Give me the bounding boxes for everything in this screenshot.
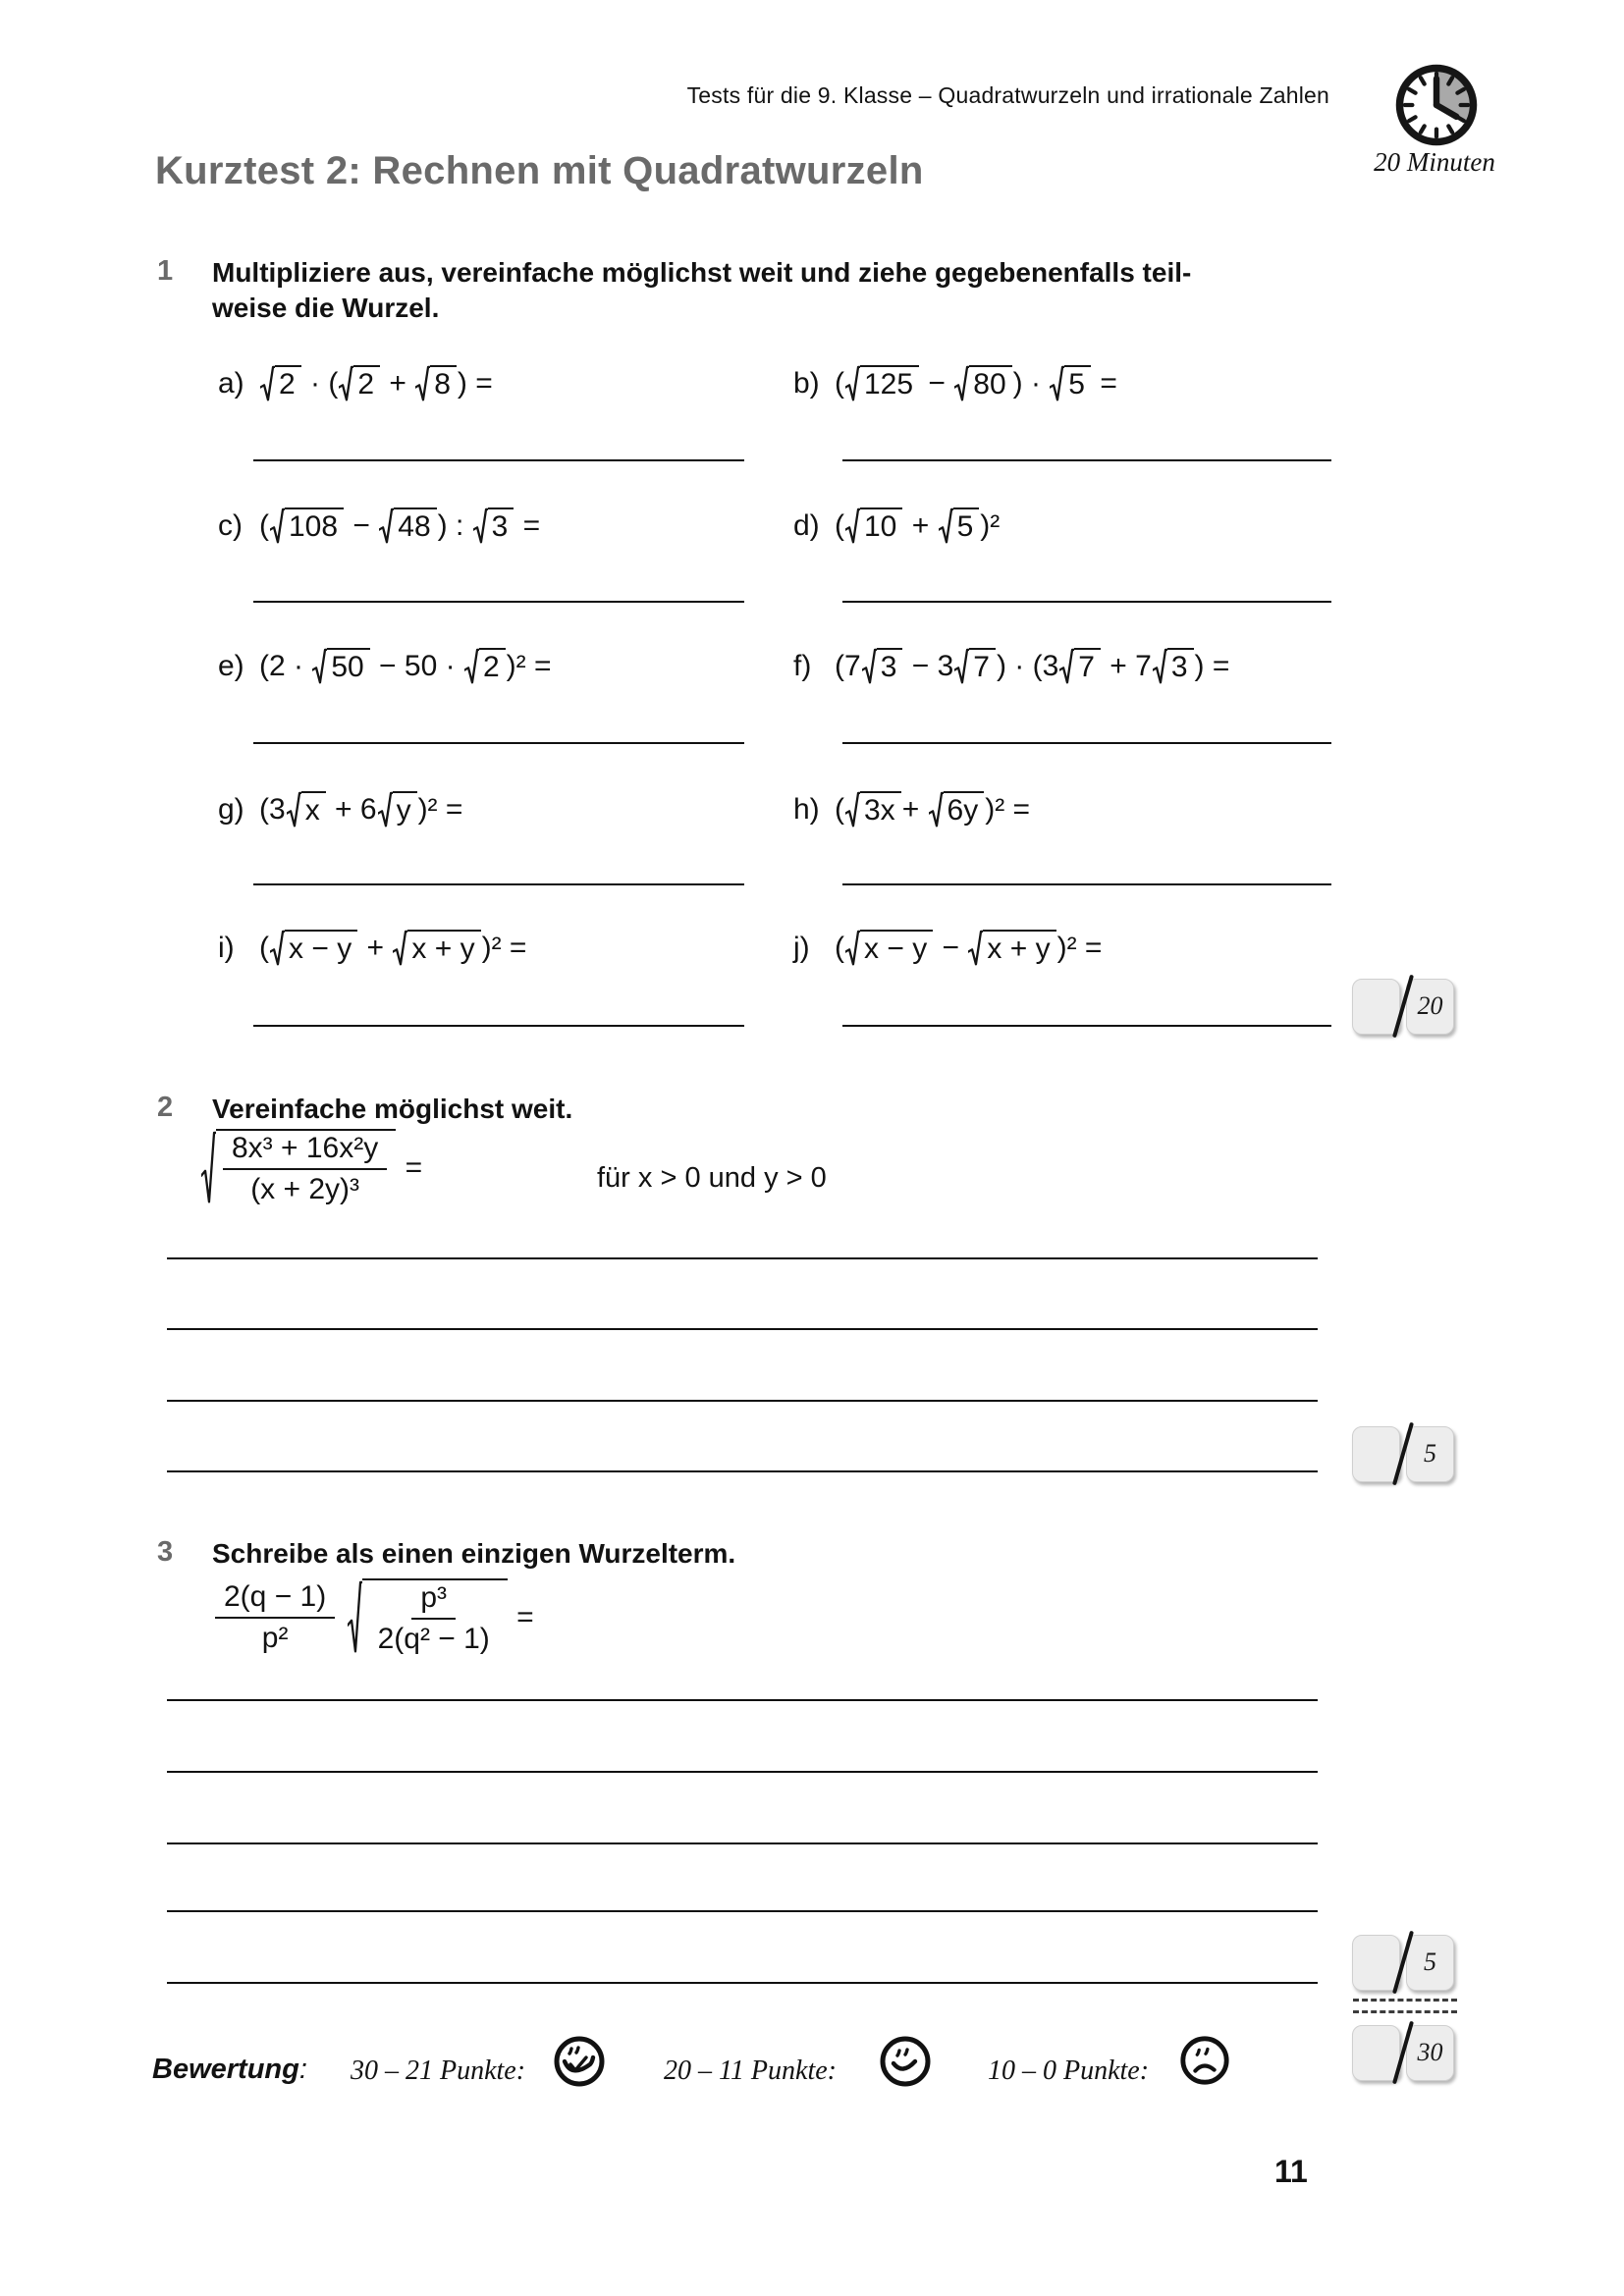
formula-text: p³ <box>420 1581 448 1614</box>
radical-sign-icon <box>348 1578 362 1656</box>
formula-text: − 50 · <box>370 649 463 682</box>
radicand <box>353 365 380 402</box>
fraction-denominator <box>242 1170 368 1206</box>
radical <box>270 930 357 967</box>
radical-sign-icon <box>473 507 488 545</box>
radical-sign-icon <box>929 791 944 828</box>
radical-sign-icon <box>1050 365 1064 402</box>
rating-label <box>152 2054 307 2086</box>
item-formula <box>835 507 1000 545</box>
item-label: b) <box>793 367 820 400</box>
item-formula <box>259 507 540 545</box>
exercise-item-f <box>793 636 1229 697</box>
formula-text: (7 <box>835 649 861 682</box>
radicand <box>860 930 933 967</box>
formula-text: 2 <box>357 368 375 401</box>
sad-face-icon <box>1178 2034 1231 2087</box>
header-course-line: Tests für die 9. Klasse – Quadratwurzeln und irrationale Zahlen <box>686 82 1329 108</box>
score-entry-box <box>1352 2025 1400 2081</box>
formula-text: 48 <box>398 510 431 544</box>
score-max-box <box>1406 1426 1454 1482</box>
answer-line <box>253 742 744 744</box>
item-label: g) <box>218 793 244 826</box>
formula-text: 6y <box>947 794 979 828</box>
formula-text <box>338 1601 346 1634</box>
task-1-instruction <box>212 255 1191 326</box>
radical <box>339 365 380 402</box>
rating-range-3: 10 – 0 Punkte: <box>988 2056 1150 2086</box>
radicand <box>285 507 344 545</box>
score-box-task-3 <box>1352 1930 1454 1995</box>
radical <box>473 507 514 545</box>
radical <box>378 791 417 828</box>
fraction-denominator <box>369 1620 499 1656</box>
answer-line <box>842 459 1331 461</box>
formula-text: 7 <box>973 651 990 684</box>
radical <box>260 365 301 402</box>
formula-text: + <box>381 366 415 400</box>
formula-text: 7 <box>1078 651 1095 684</box>
item-formula <box>835 791 1030 828</box>
formula-text: )² <box>980 508 1001 542</box>
item-formula <box>835 930 1102 967</box>
score-box-total <box>1352 2020 1454 2085</box>
formula-text: = <box>397 1150 423 1184</box>
answer-line <box>842 601 1331 603</box>
formula-text: 3x <box>864 794 895 828</box>
formula-text: 2(q − 1) <box>224 1579 327 1613</box>
formula-text: x − y <box>289 933 352 966</box>
exercise-item-b <box>793 353 1117 414</box>
formula-text: ( <box>835 508 844 542</box>
task-1-instruction-line-1: Multipliziere aus, vereinfache möglichst weit und ziehe gegebenenfalls teil- <box>212 257 1192 288</box>
task-1-number: 1 <box>157 255 174 287</box>
item-label: h) <box>793 793 820 826</box>
fraction-numerator <box>411 1581 456 1620</box>
radical-sign-icon <box>312 648 327 685</box>
formula-text: (2 · <box>259 649 312 682</box>
formula-text: ) · (3 <box>996 649 1059 682</box>
formula-text: 8 <box>434 368 451 401</box>
laughing-face-icon <box>552 2034 607 2089</box>
radical-sign-icon <box>260 365 275 402</box>
answer-line <box>167 1470 1318 1472</box>
formula-text: − <box>934 931 968 964</box>
formula-text: (3 <box>259 792 286 826</box>
formula-text: 125 <box>864 368 914 401</box>
formula-text: ) = <box>1194 649 1230 682</box>
formula-text: 108 <box>289 510 339 544</box>
task-3-instruction: Schreibe als einen einzigen Wurzelterm. <box>212 1538 736 1569</box>
radical-sign-icon <box>845 791 860 828</box>
formula-text: ( <box>259 508 269 542</box>
formula-text: x + y <box>987 933 1051 966</box>
item-label: d) <box>793 509 820 542</box>
radicand <box>301 791 326 828</box>
score-max-box <box>1406 979 1454 1035</box>
radicand <box>860 365 919 402</box>
radical-sign-icon <box>862 648 877 685</box>
radicand <box>479 648 506 685</box>
exercise-item-j <box>793 918 1102 979</box>
radicand <box>860 791 901 828</box>
formula-text: ) : <box>437 508 472 542</box>
formula-text: 50 <box>331 651 364 684</box>
radicand <box>327 648 369 685</box>
formula-text: x − y <box>864 933 928 966</box>
answer-line <box>167 1842 1318 1844</box>
radical <box>379 507 436 545</box>
radical-sign-icon <box>968 930 983 967</box>
fraction-denominator <box>253 1619 298 1655</box>
smiling-face-icon <box>878 2034 933 2089</box>
radical-sign-icon <box>1059 648 1074 685</box>
task-1-instruction-line-2: weise die Wurzel. <box>212 293 440 323</box>
formula-text: 3 <box>491 510 509 544</box>
radicand <box>944 791 985 828</box>
score-entry-box <box>1352 1426 1400 1482</box>
formula-text: − <box>345 508 379 542</box>
radicand <box>362 1578 508 1656</box>
formula-text: x <box>304 794 320 828</box>
formula-text: )² = <box>481 931 527 964</box>
formula-text: 10 <box>864 510 897 544</box>
radical <box>312 648 369 685</box>
task-3-formula <box>212 1578 534 1656</box>
item-label: e) <box>218 650 244 682</box>
page-number: 11 <box>1274 2154 1308 2189</box>
rating-range-1: 30 – 21 Punkte: <box>351 2056 526 2086</box>
formula-text: = <box>508 1600 534 1633</box>
radical <box>287 791 326 828</box>
radical-sign-icon <box>845 930 860 967</box>
formula-text: · ( <box>301 366 339 400</box>
formula-text: p² <box>261 1621 289 1654</box>
formula-text: (x + 2y)³ <box>250 1173 360 1205</box>
item-formula <box>259 648 551 685</box>
exercise-item-c <box>218 496 540 557</box>
answer-line <box>253 459 744 461</box>
radical-sign-icon <box>270 507 285 545</box>
answer-line <box>842 742 1331 744</box>
formula-text: )² = <box>1056 931 1103 964</box>
rating-label-word: Bewertung <box>152 2054 299 2085</box>
fraction <box>215 1580 335 1655</box>
radicand <box>877 648 903 685</box>
formula-text: 5 <box>956 510 974 544</box>
answer-line <box>842 1025 1331 1027</box>
radical-sign-icon <box>339 365 353 402</box>
fraction <box>223 1132 387 1206</box>
radical <box>393 930 480 967</box>
formula-text: 3 <box>1170 651 1188 684</box>
duration-label: 20 Minuten <box>1374 147 1495 177</box>
formula-text: − <box>920 366 954 400</box>
radicand <box>285 930 357 967</box>
radicand <box>407 930 480 967</box>
formula-text: )² = <box>985 792 1031 826</box>
radical-sign-icon <box>845 365 860 402</box>
radicand <box>860 507 902 545</box>
radical <box>1059 648 1101 685</box>
radical <box>1153 648 1194 685</box>
formula-text: 3 <box>880 651 897 684</box>
radical-sign-icon <box>415 365 430 402</box>
task-2-instruction: Vereinfache möglichst weit. <box>212 1094 573 1124</box>
formula-text: ( <box>835 366 844 400</box>
formula-text: )² = <box>417 792 463 826</box>
task-2-condition: für x > 0 und y > 0 <box>597 1162 827 1194</box>
radical-sign-icon <box>378 791 393 828</box>
score-max-value: 30 <box>1417 2038 1443 2066</box>
radicand <box>394 507 436 545</box>
formula-text: )² = <box>506 649 552 682</box>
score-box-task-2 <box>1352 1421 1454 1486</box>
answer-line <box>167 1400 1318 1402</box>
item-formula <box>259 791 462 828</box>
radicand <box>1064 365 1091 402</box>
answer-line <box>842 883 1331 885</box>
radical <box>939 507 980 545</box>
exercise-item-e <box>218 636 551 697</box>
radicand <box>393 791 417 828</box>
radical-sign-icon <box>393 930 407 967</box>
radicand <box>275 365 301 402</box>
answer-line <box>167 1982 1318 1984</box>
clock-icon <box>1392 61 1481 149</box>
formula-text: + 7 <box>1101 649 1152 682</box>
formula-text: ) · <box>1012 366 1050 400</box>
page-title: Kurztest 2: Rechnen mit Quadratwurzeln <box>155 149 924 192</box>
formula-text: 80 <box>973 368 1006 401</box>
radical <box>929 791 985 828</box>
radical <box>968 930 1056 967</box>
radical-sign-icon <box>1153 648 1167 685</box>
score-entry-box <box>1352 1935 1400 1991</box>
formula-text: ( <box>835 931 844 964</box>
radicand <box>969 365 1011 402</box>
total-separator-dashes <box>1353 1999 1457 2013</box>
radical <box>845 930 933 967</box>
rating-label-colon: : <box>298 2054 307 2085</box>
answer-line <box>253 1025 744 1027</box>
exercise-item-a <box>218 353 493 414</box>
radicand <box>1167 648 1194 685</box>
score-max-value: 20 <box>1417 991 1443 1020</box>
radical <box>1050 365 1091 402</box>
task-3-number: 3 <box>157 1536 174 1568</box>
score-max-box <box>1406 2025 1454 2081</box>
item-formula <box>835 365 1117 402</box>
item-label: f) <box>793 650 812 682</box>
formula-text: 5 <box>1068 368 1085 401</box>
exercise-item-g <box>218 779 462 840</box>
radical-sign-icon <box>954 365 969 402</box>
score-box-task-1 <box>1352 974 1454 1039</box>
formula-text: + <box>903 508 938 542</box>
answer-line <box>253 601 744 603</box>
answer-line <box>167 1910 1318 1912</box>
radical-sign-icon <box>845 507 860 545</box>
radical <box>845 507 902 545</box>
radicand <box>1074 648 1101 685</box>
task-2-number: 2 <box>157 1092 174 1123</box>
exercise-item-d <box>793 496 1000 557</box>
score-max-box <box>1406 1935 1454 1991</box>
answer-line <box>253 883 744 885</box>
item-label: c) <box>218 509 243 542</box>
fraction-numerator <box>215 1580 335 1619</box>
formula-text: = <box>514 508 541 542</box>
radical <box>415 365 457 402</box>
formula-text: y <box>396 794 411 828</box>
formula-text: + 6 <box>326 792 377 826</box>
formula-text: 2 <box>279 368 296 401</box>
radical <box>954 365 1011 402</box>
item-formula <box>259 930 526 967</box>
radical <box>201 1129 396 1206</box>
radical-sign-icon <box>939 507 953 545</box>
formula-text: − 3 <box>903 649 954 682</box>
answer-line <box>167 1771 1318 1773</box>
radical-sign-icon <box>954 648 969 685</box>
radical <box>464 648 506 685</box>
radical-sign-icon <box>287 791 301 828</box>
radical <box>348 1578 508 1656</box>
formula-text: 2(q² − 1) <box>377 1623 490 1655</box>
formula-text: 8x³ + 16x²y <box>232 1132 379 1164</box>
formula-text: ( <box>835 792 844 826</box>
formula-text: + <box>358 931 393 964</box>
item-formula <box>835 648 1229 685</box>
radicand <box>488 507 514 545</box>
item-label: a) <box>218 367 244 400</box>
formula-text: + <box>901 792 928 826</box>
score-entry-box <box>1352 979 1400 1035</box>
fraction <box>369 1581 499 1656</box>
item-label: j) <box>793 932 810 964</box>
radicand <box>953 507 980 545</box>
radical <box>862 648 903 685</box>
formula-text: ) = <box>457 366 493 400</box>
radical-sign-icon <box>270 930 285 967</box>
answer-line <box>167 1328 1318 1330</box>
radical <box>845 365 919 402</box>
radical <box>845 791 901 828</box>
answer-line <box>167 1257 1318 1259</box>
task-2-formula <box>200 1129 422 1206</box>
formula-text: x + y <box>411 933 475 966</box>
radical <box>270 507 344 545</box>
score-max-value: 5 <box>1424 1439 1436 1468</box>
exercise-item-i <box>218 918 526 979</box>
radical <box>954 648 996 685</box>
rating-range-2: 20 – 11 Punkte: <box>664 2056 837 2086</box>
fraction-numerator <box>223 1132 387 1170</box>
item-label: i) <box>218 932 235 964</box>
radicand <box>216 1129 396 1206</box>
exercise-item-h <box>793 779 1030 840</box>
radicand <box>430 365 457 402</box>
formula-text: ( <box>259 931 269 964</box>
radical-sign-icon <box>379 507 394 545</box>
radical-sign-icon <box>464 648 479 685</box>
radicand <box>969 648 996 685</box>
score-max-value: 5 <box>1424 1948 1436 1976</box>
formula-text: = <box>1091 366 1117 400</box>
radicand <box>983 930 1056 967</box>
formula-text: 2 <box>482 651 500 684</box>
item-formula <box>259 365 493 402</box>
answer-line <box>167 1699 1318 1701</box>
radical-sign-icon <box>201 1129 216 1206</box>
